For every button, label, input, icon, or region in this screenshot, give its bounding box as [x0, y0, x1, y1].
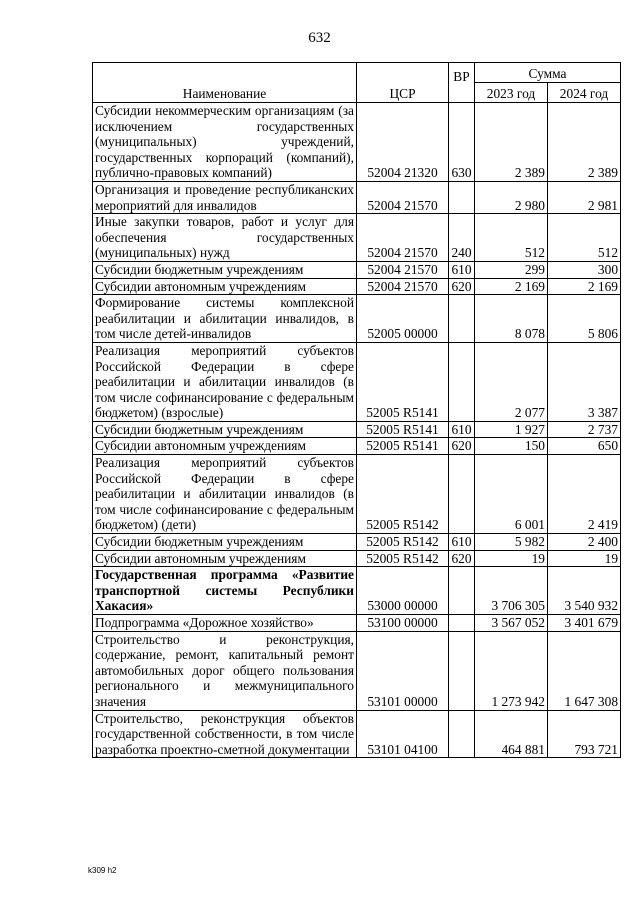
row-csr-code: 52005 R5142 — [357, 550, 449, 567]
row-amount-2024: 2 419 — [548, 455, 621, 534]
row-name: Реализация мероприятий субъектов Российской Федерации в сфере реабилитации и абилитации инвалидов (в том числе софинансирование с федеральным бюджетом) (взрослые) — [93, 342, 357, 421]
row-amount-2023: 2 980 — [475, 181, 548, 213]
row-amount-2023: 512 — [475, 214, 548, 262]
row-amount-2023: 2 389 — [475, 103, 548, 182]
row-vr-code — [449, 295, 475, 343]
header-year-2024: 2024 год — [548, 83, 621, 103]
row-csr-code: 52005 R5141 — [357, 421, 449, 438]
row-name: Государственная программа «Развитие транспортной системы Республики Хакасия» — [93, 567, 357, 615]
row-csr-code: 53100 00000 — [357, 615, 449, 632]
row-amount-2024: 3 540 932 — [548, 567, 621, 615]
row-amount-2023: 150 — [475, 438, 548, 455]
row-amount-2024: 650 — [548, 438, 621, 455]
row-amount-2024: 3 401 679 — [548, 615, 621, 632]
row-name: Формирование системы комплексной реабилитации и абилитации инвалидов, в том числе детей-инвалидов — [93, 295, 357, 343]
row-amount-2023: 19 — [475, 550, 548, 567]
table-row — [93, 261, 621, 278]
row-csr-code: 53000 00000 — [357, 567, 449, 615]
row-name: Строительство, реконструкция объектов государственной собственности, в том числе разработка проектно-сметной документации — [93, 710, 357, 758]
row-amount-2023: 3 706 305 — [475, 567, 548, 615]
row-csr-code: 53101 04100 — [357, 710, 449, 758]
header-vr: ВР — [449, 63, 475, 103]
row-csr-code: 52004 21570 — [357, 181, 449, 213]
row-amount-2023: 5 982 — [475, 534, 548, 551]
row-csr-code: 52005 00000 — [357, 295, 449, 343]
row-vr-code — [449, 181, 475, 213]
row-amount-2024: 2 389 — [548, 103, 621, 182]
row-amount-2023: 3 567 052 — [475, 615, 548, 632]
row-csr-code: 52004 21320 — [357, 103, 449, 182]
row-vr-code — [449, 615, 475, 632]
header-sum: Сумма — [475, 63, 621, 83]
table-row — [93, 567, 621, 615]
row-amount-2023: 8 078 — [475, 295, 548, 343]
row-csr-code: 52005 R5142 — [357, 534, 449, 551]
table-row — [93, 455, 621, 534]
table-row — [93, 295, 621, 343]
row-vr-code: 240 — [449, 214, 475, 262]
header-name: Наименование — [93, 63, 357, 103]
row-amount-2024: 3 387 — [548, 342, 621, 421]
row-name: Субсидии бюджетным учреждениям — [93, 534, 357, 551]
row-amount-2023: 299 — [475, 261, 548, 278]
row-name: Субсидии автономным учреждениям — [93, 438, 357, 455]
row-amount-2023: 2 169 — [475, 278, 548, 295]
row-name: Субсидии бюджетным учреждениям — [93, 261, 357, 278]
row-amount-2023: 1 927 — [475, 421, 548, 438]
row-amount-2024: 793 721 — [548, 710, 621, 758]
table-body — [93, 103, 621, 758]
row-amount-2023: 2 077 — [475, 342, 548, 421]
row-name: Иные закупки товаров, работ и услуг для обеспечения государственных (муниципальных) нужд — [93, 214, 357, 262]
row-name: Субсидии автономным учреждениям — [93, 278, 357, 295]
row-amount-2024: 2 737 — [548, 421, 621, 438]
row-vr-code — [449, 455, 475, 534]
row-name: Подпрограмма «Дорожное хозяйство» — [93, 615, 357, 632]
row-vr-code — [449, 710, 475, 758]
table-row — [93, 550, 621, 567]
table-row — [93, 103, 621, 182]
row-amount-2024: 19 — [548, 550, 621, 567]
table-row — [93, 710, 621, 758]
table-row — [93, 342, 621, 421]
row-amount-2024: 2 981 — [548, 181, 621, 213]
table-row — [93, 615, 621, 632]
row-vr-code — [449, 342, 475, 421]
table-row — [93, 181, 621, 213]
table-row — [93, 438, 621, 455]
table-row — [93, 278, 621, 295]
row-amount-2023: 464 881 — [475, 710, 548, 758]
row-name: Строительство и реконструкция, содержание, ремонт, капитальный ремонт автомобильных дорог общего пользования регионального и межмуниципального значения — [93, 631, 357, 710]
header-year-2023: 2023 год — [475, 83, 548, 103]
row-vr-code — [449, 567, 475, 615]
row-csr-code: 52004 21570 — [357, 261, 449, 278]
budget-table — [92, 62, 621, 758]
row-amount-2024: 300 — [548, 261, 621, 278]
row-amount-2024: 2 400 — [548, 534, 621, 551]
row-vr-code: 630 — [449, 103, 475, 182]
row-csr-code: 52005 R5141 — [357, 438, 449, 455]
row-vr-code: 620 — [449, 550, 475, 567]
row-vr-code: 610 — [449, 534, 475, 551]
table-row — [93, 534, 621, 551]
row-amount-2024: 2 169 — [548, 278, 621, 295]
row-amount-2024: 1 647 308 — [548, 631, 621, 710]
row-vr-code: 620 — [449, 278, 475, 295]
table-row — [93, 631, 621, 710]
row-csr-code: 52004 21570 — [357, 214, 449, 262]
table-header — [93, 63, 621, 103]
row-name: Субсидии бюджетным учреждениям — [93, 421, 357, 438]
row-csr-code: 53101 00000 — [357, 631, 449, 710]
row-amount-2023: 6 001 — [475, 455, 548, 534]
row-amount-2024: 512 — [548, 214, 621, 262]
row-name: Субсидии автономным учреждениям — [93, 550, 357, 567]
page-number: 632 — [308, 30, 331, 46]
table-row — [93, 421, 621, 438]
row-vr-code — [449, 631, 475, 710]
document-code: k309 h2 — [88, 866, 117, 875]
row-name: Организация и проведение республиканских мероприятий для инвалидов — [93, 181, 357, 213]
row-vr-code: 620 — [449, 438, 475, 455]
row-vr-code: 610 — [449, 421, 475, 438]
row-amount-2023: 1 273 942 — [475, 631, 548, 710]
row-csr-code: 52005 R5141 — [357, 342, 449, 421]
header-csr: ЦСР — [357, 63, 449, 103]
table-row — [93, 214, 621, 262]
row-vr-code: 610 — [449, 261, 475, 278]
row-csr-code: 52004 21570 — [357, 278, 449, 295]
row-amount-2024: 5 806 — [548, 295, 621, 343]
row-csr-code: 52005 R5142 — [357, 455, 449, 534]
row-name: Субсидии некоммерческим организациям (за исключением государственных (муниципальных) учреждений, государственных корпораций (компаний), публично-правовых компаний) — [93, 103, 357, 182]
row-name: Реализация мероприятий субъектов Российской Федерации в сфере реабилитации и абилитации инвалидов (в том числе софинансирование с федеральным бюджетом) (дети) — [93, 455, 357, 534]
